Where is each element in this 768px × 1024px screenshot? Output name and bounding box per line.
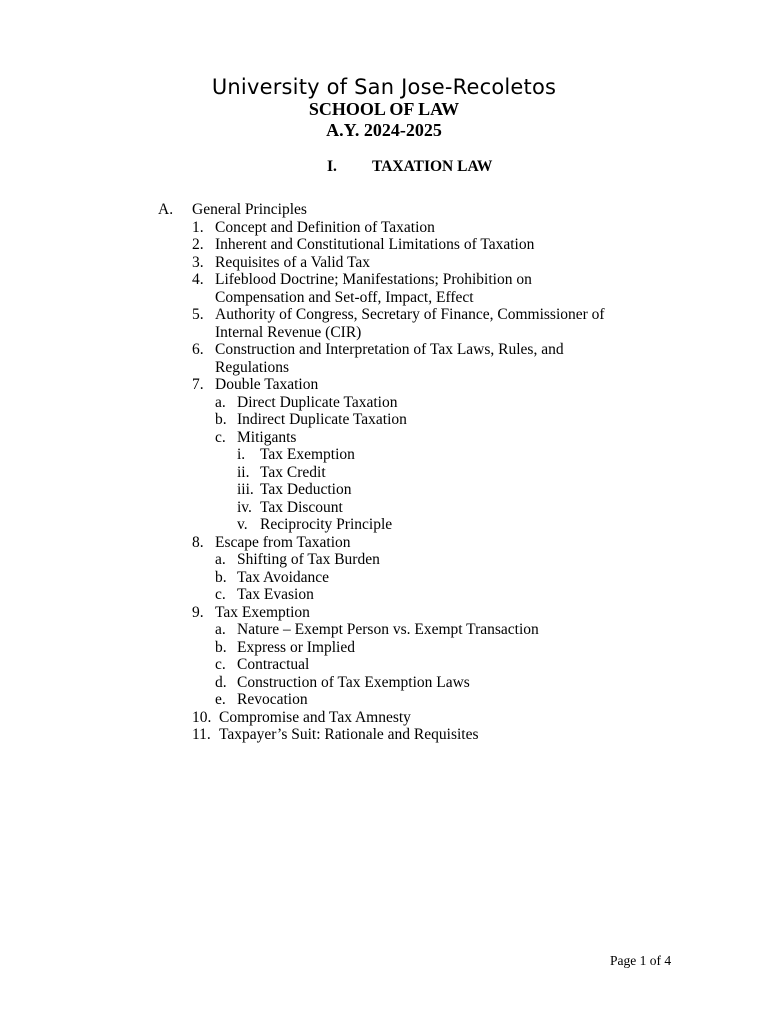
list-marker: a. [215,551,226,568]
list-item-text: Tax Discount [260,498,343,516]
list-item-text: Tax Evasion [237,586,314,603]
list-marker: d. [215,673,227,691]
list-item-text: Taxpayer’s Suit: Rationale and Requisites [219,726,479,743]
list-marker: 6. [192,341,204,358]
sub-sub-list-item [0,499,768,517]
list-item [0,219,768,237]
list-item-text: Contractual [237,656,310,673]
list-item [0,306,768,341]
list-item [0,271,768,306]
sub-list-item [0,691,768,709]
list-marker: i. [237,446,246,463]
list-item-text: Tax Credit [260,463,326,481]
list-marker: 2. [192,236,204,253]
list-marker: 10. [192,708,212,726]
list-item-text: Mitigants [237,428,297,446]
list-item-text: Inherent and Constitutional Limitations of Taxation [215,236,535,253]
list-marker: a. [215,393,226,411]
list-marker: 7. [192,376,204,393]
list-item-text: Tax Avoidance [237,568,330,586]
list-item-text: Express or Implied [237,638,355,656]
list-item [0,236,768,254]
university-name: University of San Jose-Recoletos [211,75,557,99]
list-item-text: Tax Exemption [260,446,355,463]
academic-year: A.Y. 2024-2025 [326,120,442,140]
list-item-text: Construction of Tax Exemption Laws [237,673,470,691]
list-marker: 3. [192,253,204,271]
list-marker: b. [215,411,227,428]
list-item [0,341,768,376]
list-item-text: Escape from Taxation [215,533,351,551]
list-item [0,254,768,272]
section-number: I. [327,158,337,175]
list-item-text: Shifting of Tax Burden [237,551,380,568]
list-item-text-continued: Regulations [215,358,290,376]
list-marker: 4. [192,271,204,288]
list-item [0,534,768,552]
list-marker: c. [215,586,226,603]
list-item-text: Direct Duplicate Taxation [237,393,398,411]
sub-list-item [0,586,768,604]
sub-list-item [0,674,768,692]
part-title: General Principles [192,201,307,218]
list-marker: b. [215,638,227,656]
list-marker: c. [215,428,226,446]
sub-list-item [0,656,768,674]
sub-list-item [0,411,768,429]
list-item [0,709,768,727]
list-marker: iii. [237,481,254,498]
sub-list-item [0,394,768,412]
list-item [0,726,768,744]
sub-list-item [0,639,768,657]
list-marker: a. [215,621,226,638]
list-item [0,604,768,622]
sub-list-item [0,569,768,587]
list-item-text: Lifeblood Doctrine; Manifestations; Prohibition on [215,271,532,288]
list-marker: b. [215,568,227,586]
list-item-text: Construction and Interpretation of Tax Laws, Rules, and [215,341,564,358]
list-item [0,376,768,394]
list-item-text: Nature – Exempt Person vs. Exempt Transaction [237,621,539,638]
list-marker: 1. [192,218,204,236]
list-item-text: Compromise and Tax Amnesty [219,708,411,726]
list-item-text: Requisites of a Valid Tax [215,253,371,271]
page-number: Page 1 of 4 [610,953,672,968]
section-title: TAXATION LAW [372,158,493,175]
list-marker: c. [215,656,226,673]
list-item-text: Revocation [237,691,308,708]
list-item-text: Concept and Definition of Taxation [215,218,435,236]
outline-part-a [0,201,768,219]
school-name: SCHOOL OF LAW [308,99,460,119]
list-item-text: Authority of Congress, Secretary of Finance, Commissioner of [215,306,605,323]
sub-list-item [0,429,768,447]
list-item-text: Double Taxation [215,376,319,393]
list-marker: e. [215,691,226,708]
list-marker: 5. [192,306,204,323]
list-item-text: Reciprocity Principle [260,516,393,533]
sub-sub-list-item [0,516,768,534]
list-marker: A. [158,201,174,218]
sub-list-item [0,551,768,569]
list-marker: iv. [237,498,252,516]
sub-sub-list-item [0,464,768,482]
sub-list-item [0,621,768,639]
list-item-text: Indirect Duplicate Taxation [237,411,407,428]
list-item-text-continued: Internal Revenue (CIR) [215,323,362,341]
list-marker: ii. [237,463,250,481]
syllabus-outline [0,201,768,744]
sub-sub-list-item [0,481,768,499]
list-marker: 8. [192,533,204,551]
list-marker: 9. [192,603,204,621]
list-item-text: Tax Exemption [215,603,310,621]
list-item-text-continued: Compensation and Set-off, Impact, Effect [215,288,474,306]
list-marker: v. [237,516,248,533]
list-item-text: Tax Deduction [260,481,352,498]
list-marker: 11. [192,726,211,743]
sub-sub-list-item [0,446,768,464]
